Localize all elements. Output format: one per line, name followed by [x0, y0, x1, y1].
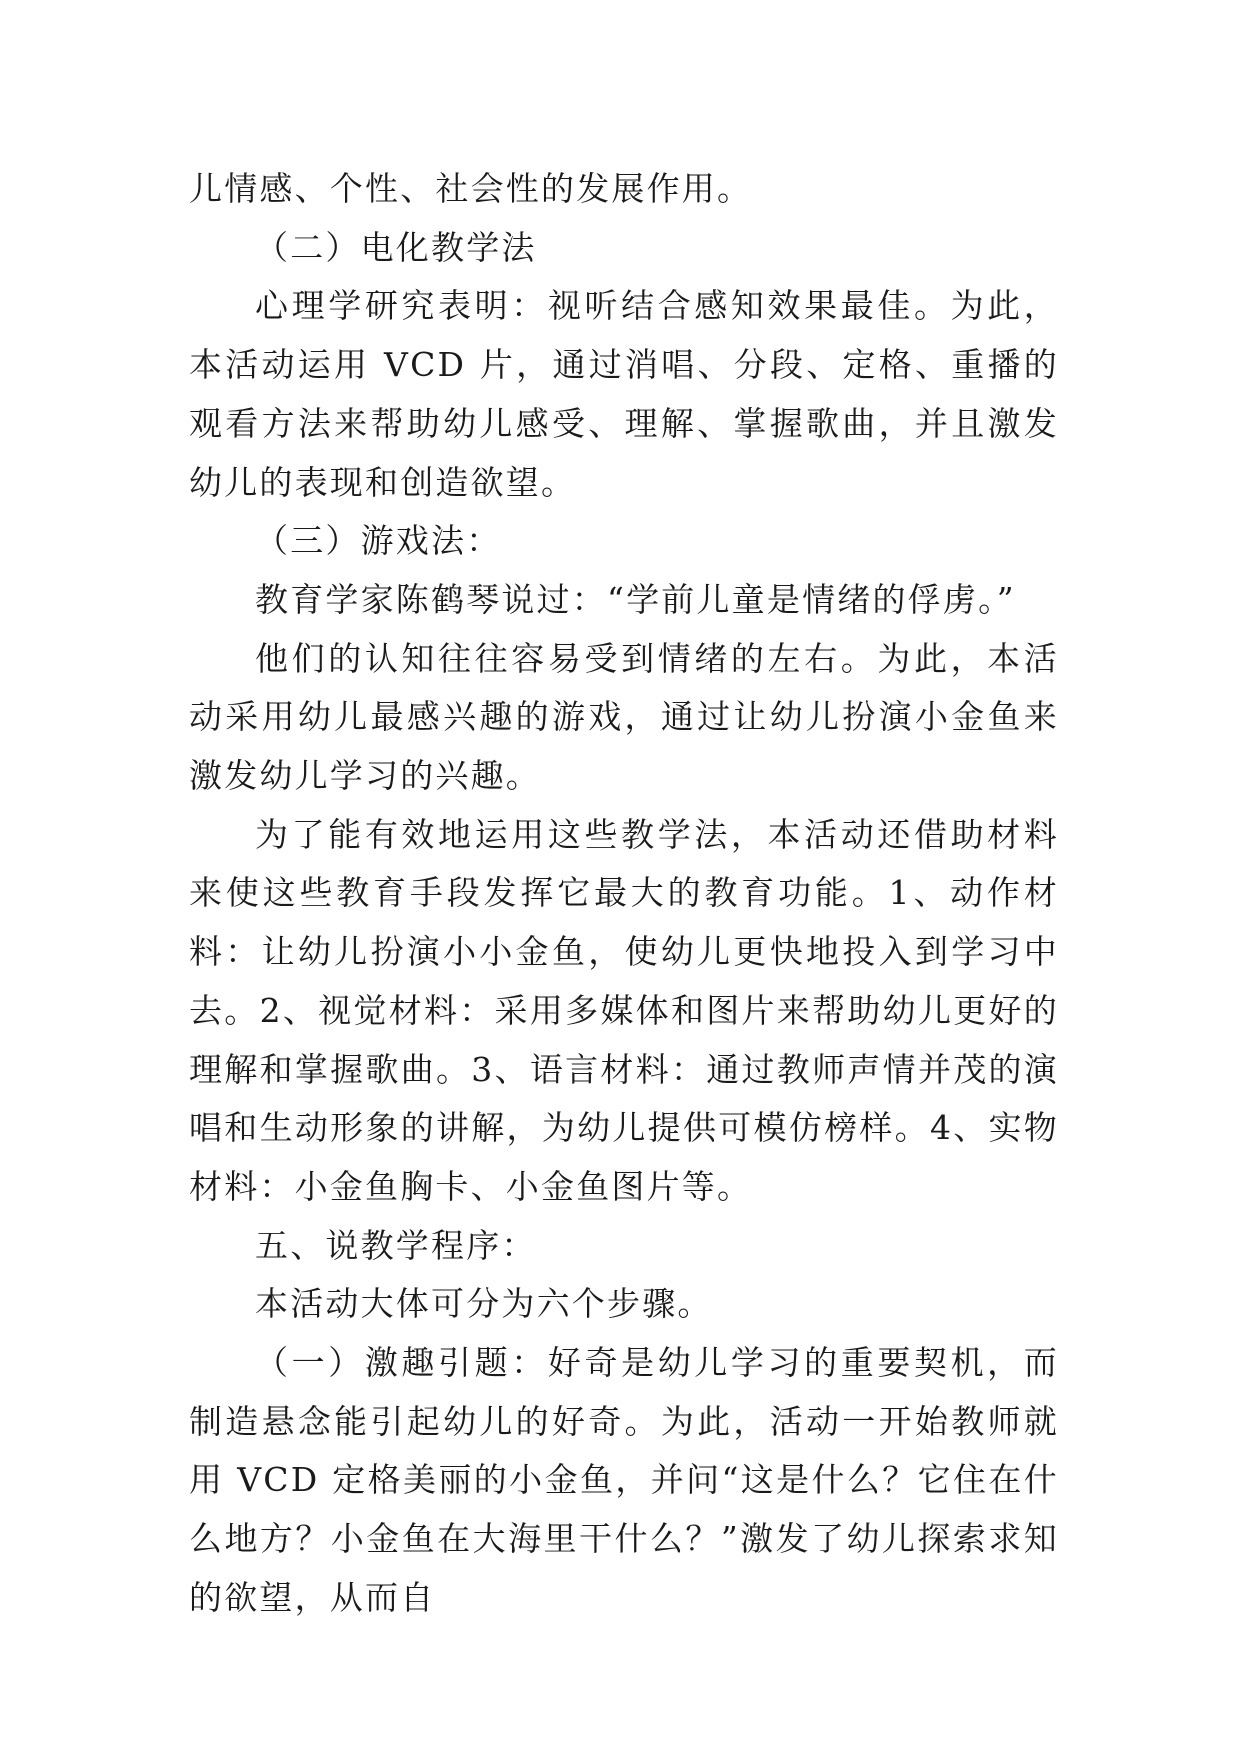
section-heading-teaching-procedure: 五、说教学程序：: [255, 1225, 537, 1265]
paragraph-audiovisual: 心理学研究表明：视听结合感知效果最佳。为此，本活动运用 VCD 片，通过消唱、分段、定格、重播的观看方法来帮助幼儿感受、理解、掌握歌曲，并且激发幼儿的表现和创造欲望。: [189, 286, 1059, 502]
paragraph-quote: 教育学家陈鹤琴说过：“学前儿童是情绪的俘虏。”: [255, 579, 1016, 619]
section-heading-audiovisual-method: （二）电化教学法: [255, 227, 537, 267]
paragraph-continuation: 儿情感、个性、社会性的发展作用。: [189, 169, 753, 208]
body-text: [189, 160, 1059, 1628]
section-heading-game-method: （三）游戏法：: [255, 521, 502, 561]
paragraph-materials: 为了能有效地运用这些教学法，本活动还借助材料来使这些教育手段发挥它最大的教育功能。1、动作材料：让幼儿扮演小小金鱼，使幼儿更快地投入到学习中去。2、视觉材料：采用多媒体和图片来帮助幼儿更好的理解和掌握歌曲。3、语言材料：通过教师声情并茂的演唱和生动形象的讲解，为幼儿提供可模仿榜样。4、实物材料：小金鱼胸卡、小金鱼图片等。: [189, 814, 1059, 1206]
paragraph-six-steps: 本活动大体可分为六个步骤。: [255, 1284, 713, 1324]
paragraph-game: 他们的认知往往容易受到情绪的左右。为此，本活动采用幼儿最感兴趣的游戏，通过让幼儿扮演小金鱼来激发幼儿学习的兴趣。: [189, 638, 1059, 796]
paragraph-step-one: （一）激趣引题：好奇是幼儿学习的重要契机，而制造悬念能引起幼儿的好奇。为此，活动一开始教师就用 VCD 定格美丽的小金鱼，并问“这是什么？它住在什么地方？小金鱼在大海里干什么？”激发了幼儿探索求知的欲望，从而自: [189, 1343, 1059, 1617]
